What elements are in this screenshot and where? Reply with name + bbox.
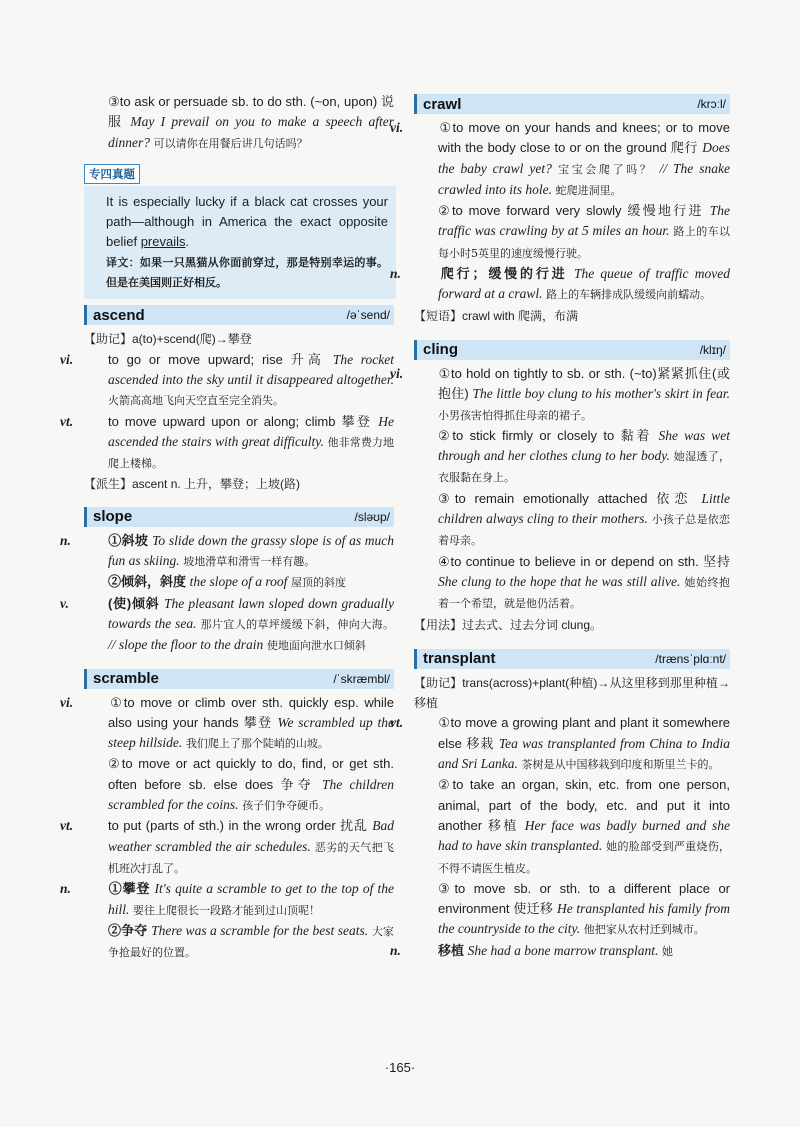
sense-vt-3: [414, 879, 730, 941]
definition: ④to continue to believe in or depend on sth. 坚持: [438, 553, 730, 569]
translation: 路上的车以每小时5英里的速度缓慢行驶。: [438, 225, 730, 260]
translation: 他把家从农村迁到城市。: [583, 923, 705, 937]
exam-box: [84, 186, 396, 299]
translation: 她的脸部受到严重烧伤，不得不请医生植皮。: [438, 840, 730, 875]
part-of-speech: n.: [60, 532, 71, 548]
example: To slide down the grassy slope is of as much fun as skiing.: [108, 532, 394, 569]
translation: 恶劣的天气把飞机班次打乱了。: [108, 840, 394, 875]
headword: scramble: [93, 670, 159, 688]
exam-sentence-end: .: [185, 234, 190, 250]
sense-vt: [60, 816, 394, 879]
phrase: 【短语】crawl with 爬满，布满: [414, 308, 579, 323]
definition: (使)倾斜: [108, 595, 160, 611]
definition: ②to move forward very slowly 缓慢地行进: [438, 203, 704, 219]
example: We scrambled up the steep hillside.: [108, 714, 394, 751]
example: The queue of traffic moved forward at a crawl.: [438, 266, 730, 302]
exam-sentence: [106, 192, 388, 253]
definition: to move upward upon or along; climb 攀登: [108, 413, 373, 429]
translation: 宝宝会爬了吗？: [558, 162, 654, 176]
headword: cling: [423, 341, 459, 359]
definition: ①攀登: [108, 881, 151, 897]
definition: ③to ask or persuade sb. to do sth. (~on, upon) 说服: [108, 94, 394, 130]
headword-transplant: [414, 649, 730, 669]
page-number: ·165·: [384, 1060, 416, 1075]
translation: 她始终抱着一个希望，就是他仍活着。: [438, 575, 730, 611]
translation: 路上的车辆排成队缓缓向前蠕动。: [546, 288, 712, 302]
translation: 那片宜人的草坪缓缓下斜，伸向大海。: [200, 617, 395, 631]
translation: 火箭高高地飞向天空直至完全消失。: [108, 394, 284, 408]
headword: slope: [93, 508, 133, 526]
translation: 茶树是从中国移栽到印度和斯里兰卡的。: [521, 758, 720, 772]
headword-crawl: [414, 94, 730, 114]
sense-vt: [60, 412, 394, 475]
part-of-speech: vi.: [60, 351, 74, 367]
sense-vt-2: [414, 775, 730, 878]
sense-vi-3: [414, 489, 730, 552]
translation: 可以请你在用餐后讲几句话吗？: [153, 136, 308, 150]
headword-scramble: [84, 669, 394, 689]
sense-n-1: [60, 879, 394, 921]
sense-v: [60, 594, 395, 657]
translation: 小孩子总是依恋着母亲。: [438, 513, 731, 548]
sense-vi-1: [390, 364, 730, 426]
example: The pleasant lawn sloped down gradually towards the sea.: [108, 595, 394, 631]
definition: ③to move sb. or sth. to a different place or environment 使迁移: [438, 880, 730, 917]
exam-keyword: prevails: [140, 234, 186, 250]
sense-vi-2: [84, 754, 394, 816]
usage: 【用法】过去式、过去分词 clung。: [414, 617, 603, 632]
example: The little boy clung to his mother's skirt in fear.: [472, 386, 730, 402]
definition: ①to move a growing plant and plant it somewhere else 移栽: [438, 715, 730, 751]
part-of-speech: vt.: [60, 413, 74, 429]
definition: to go or move upward; rise 升高: [108, 351, 326, 367]
part-of-speech: v.: [60, 595, 69, 611]
sense-vi-2: [414, 426, 730, 489]
pronunciation: /sləʊp/: [354, 509, 390, 524]
definition: 移植: [438, 942, 465, 958]
translation: 小男孩害怕得抓住母亲的裙子。: [438, 408, 592, 422]
translation: 大家争抢最好的位置。: [108, 924, 394, 960]
definition: ②争夺: [108, 922, 148, 938]
left-column: [60, 92, 395, 963]
definition: ①斜坡: [108, 532, 149, 548]
example: He ascended the stairs with great difficulty.: [108, 413, 394, 449]
part-of-speech: n.: [390, 266, 401, 282]
example: Does the baby crawl yet?: [438, 140, 730, 176]
sense-n: [390, 941, 730, 962]
definition: to put (parts of sth.) in the wrong order 扰乱: [108, 818, 368, 834]
part-of-speech: vi.: [390, 365, 404, 381]
part-of-speech: vi.: [60, 694, 74, 710]
right-column: [390, 92, 731, 962]
part-of-speech: vt.: [60, 818, 74, 834]
sense-n-2: [84, 572, 394, 593]
prevail-sense-3: [84, 92, 394, 154]
example-2: // slope the floor to the drain: [108, 637, 264, 653]
headword: transplant: [423, 650, 496, 668]
headword-slope: [84, 507, 394, 527]
headword: ascend: [93, 306, 145, 324]
headword-ascend: [84, 305, 394, 325]
definition: ②倾斜，斜度: [108, 574, 187, 590]
translation: 屋顶的斜度: [291, 576, 347, 590]
sense-vi-2: [414, 201, 730, 264]
translation: 要往上爬很长一段路才能到过山顶呢！: [133, 903, 321, 917]
sense-vi: [60, 350, 394, 412]
translation: 他非常费力地爬上楼梯。: [108, 435, 394, 471]
example: May I prevail on you to make a speech after dinner?: [108, 114, 394, 150]
part-of-speech: n.: [60, 881, 71, 897]
exam-sentence-text: It is especially lucky if a black cat crosses your path—although in America the exact opposite belief: [106, 193, 388, 250]
sense-n: [390, 264, 730, 306]
translation: 她: [662, 944, 674, 958]
pronunciation: /ˈskræmbl/: [333, 671, 390, 686]
example: Tea was transplanted from China to India and Sri Lanka.: [438, 735, 730, 772]
sense-vi-1: [390, 118, 730, 201]
pronunciation: /krɔːl/: [697, 97, 726, 111]
sense-vt-1: [390, 713, 730, 775]
definition: ②to stick firmly or closely to 黏着: [438, 427, 653, 443]
example: There was a scramble for the best seats.: [151, 922, 369, 938]
exam-label: 专四真题: [84, 164, 140, 184]
example: The rocket ascended into the sky until it disappeared altogether.: [108, 351, 394, 387]
definition: ①to move or climb over sth. quickly esp. while also using your hands 攀登: [108, 694, 394, 730]
mnemonic: 【助记】a(to)+scend(爬)→攀登: [84, 332, 252, 347]
translation-2: 使地面向泄水口倾斜: [266, 639, 366, 653]
part-of-speech: n.: [390, 942, 401, 958]
pronunciation: /klɪŋ/: [699, 342, 726, 357]
part-of-speech: vi.: [390, 120, 404, 135]
definition: ②to take an organ, skin, etc. from one person, animal, part of the body, etc. and put it into another 移植: [438, 777, 730, 833]
example: She had a bone marrow transplant.: [467, 942, 659, 958]
example: Her face was badly burned and she had to have skin transplanted.: [438, 817, 730, 854]
example: The children scrambled for the coins.: [108, 776, 394, 813]
translation-2: 蛇爬进洞里。: [555, 183, 622, 197]
example: He transplanted his family from the countryside to the city.: [438, 901, 730, 937]
pronunciation: /trænsˈplɑːnt/: [655, 651, 726, 666]
mnemonic: 【助记】trans(across)+plant(种植)→从这里移到那里种植→移植: [414, 675, 730, 711]
example: the slope of a roof: [189, 574, 288, 590]
translation: 我们爬上了那个陡峭的山坡。: [185, 737, 329, 751]
sense-n-2: [84, 921, 394, 964]
sense-vi-4: [414, 552, 730, 615]
headword: crawl: [423, 95, 462, 113]
definition: ①to hold on tightly to sb. or sth. (~to)紧紧抓住(或抱住): [438, 365, 730, 402]
example-2: // The snake crawled into its hole.: [438, 160, 730, 197]
example: Bad weather scrambled the air schedules.: [108, 818, 394, 854]
pronunciation: /əˈsend/: [346, 308, 390, 323]
definition: ③to remain emotionally attached 依恋: [438, 490, 693, 506]
exam-section: [84, 160, 394, 299]
translation: 孩子们争夺硬币。: [242, 799, 331, 813]
example: It's quite a scramble to get to the top of the hill.: [108, 881, 394, 917]
exam-translation: 译文：如果一只黑猫从你面前穿过，那是特别幸运的事。但是在美国则正好相反。: [106, 255, 388, 290]
translation: 坡地滑草和滑雪一样有趣。: [183, 555, 316, 569]
derived-form: 【派生】ascent n. 上升，攀登；上坡(路): [84, 477, 301, 492]
example: Little children always cling to their mothers.: [438, 490, 730, 527]
example: The traffic was crawling by at 5 miles an hour.: [438, 203, 730, 239]
definition: ②to move or act quickly to do, find, or get sth. often before sb. else does 争夺: [108, 756, 394, 792]
definition: ①to move on your hands and knees; or to move with the body close to or on the ground 爬行: [438, 120, 730, 156]
definition: 爬行；缓慢的行进: [438, 266, 568, 282]
example: She clung to the hope that he was still alive.: [438, 573, 681, 589]
part-of-speech: vt.: [390, 715, 404, 731]
example: She was wet through and her clothes clung to her body.: [438, 427, 730, 464]
translation: 她湿透了，衣服黏在身上。: [438, 450, 730, 485]
sense-vi-1: [60, 693, 394, 755]
headword-cling: [414, 340, 730, 360]
sense-n-1: [60, 531, 394, 573]
